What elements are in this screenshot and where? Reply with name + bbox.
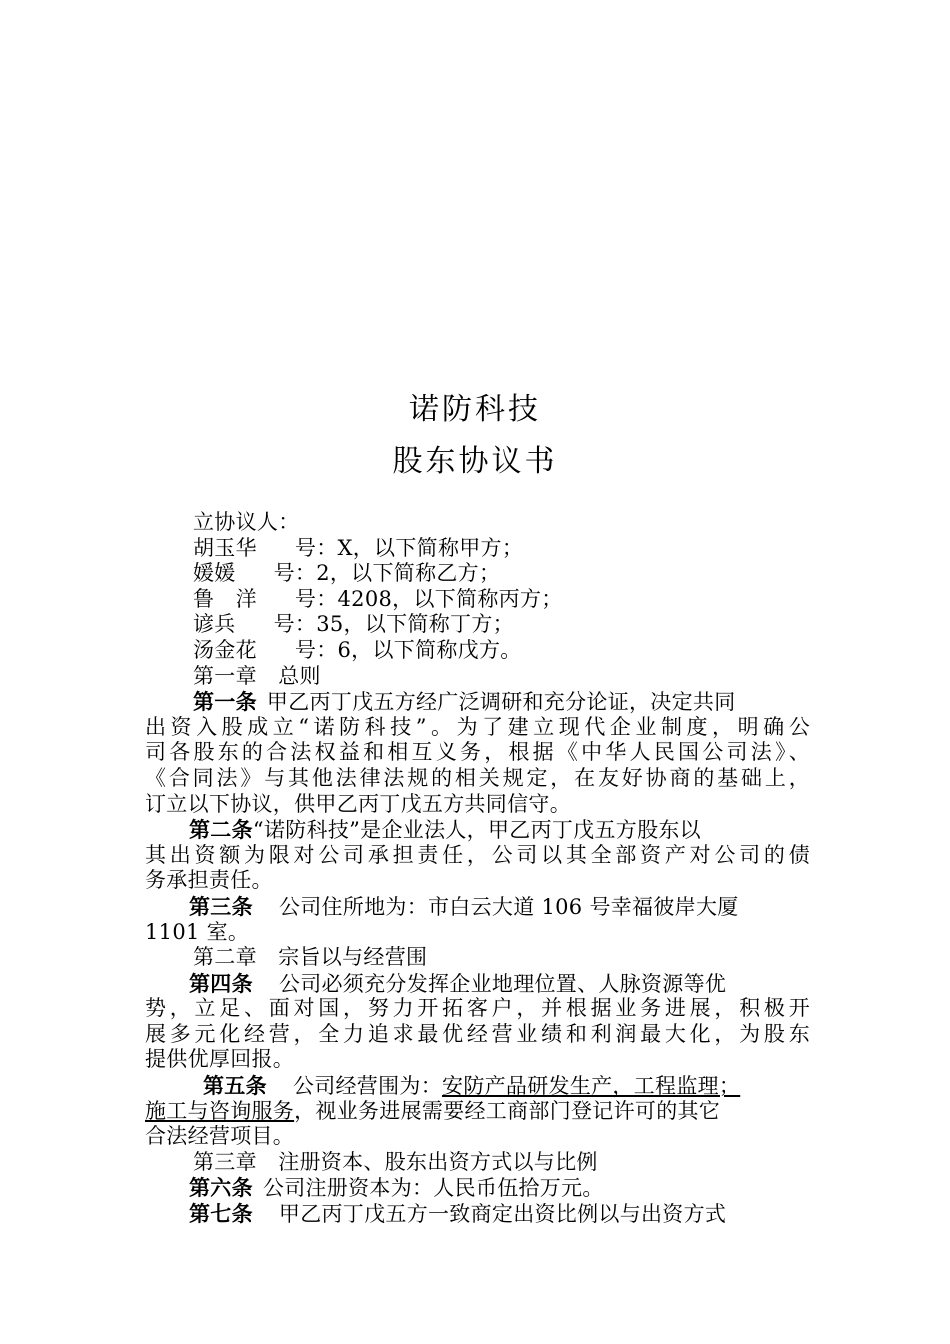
chapter-2-heading: 第二章 宗旨以与经营围 <box>193 945 428 970</box>
article-label: 第三条 <box>189 893 253 919</box>
document-body: 立协议人： 胡玉华 号：X，以下简称甲方； 媛媛 号：2，以下简称乙方； 鲁 洋 号：4208，以下简称丙方； 谚兵 号：35，以下简称丁方； 汤金花 号：6，以下简称戊方。 第一章 总则 第一条 甲乙丙丁戊五方经广泛调研和充分论证，决定共同 出资入股成立“诺防科技”。为了建立现代企业制度，明确公 司各股东的合法权益和相互义务，根据《中华人民国公司法》、 《合同法》与其他法律法规的相关规定，在友好协商的基础上， 订立以下协议，供甲乙丙丁戊五方共同信守。 第二条“诺防科技”是企业法人，甲乙丙丁戊五方股东以 其出资额为限对公司承担责任，公司以其全部资产对公司的债 务承担责任。 第三条 公司住所地为：市白云大道 106 号幸福彼岸大厦 1101 室。 第二章 宗旨以与经营围 第四条 公司必须充分发挥企业地理位置、人脉资源等优 势，立足、面对国，努力开拓客户，并根据业务进展，积极开 展多元化经营，全力追求最优经营业绩和利润最大化，为股东 提供优厚回报。 第五条 公司经营围为：安防产品研发生产，工程监理； 施工与咨询服务，视业务进展需要经工商部门登记许可的其它 合法经营项目。 第三章 注册资本、股东出资方式以与比例 第六条 公司注册资本为：人民币伍拾万元。 第七条 甲乙丙丁戊五方一致商定出资比例以与出资方式 <box>145 510 810 1227</box>
party-name: 汤金花 <box>193 637 257 662</box>
party-4 <box>145 612 810 638</box>
article-6: 第六条 公司注册资本为：人民币伍拾万元。 <box>189 1175 604 1201</box>
chapter-1-heading: 第一章 总则 <box>193 663 321 688</box>
article-2: 第二条“诺防科技”是企业法人，甲乙丙丁戊五方股东以 <box>189 817 701 843</box>
chapter-3-heading: 第三章 注册资本、股东出资方式以与比例 <box>193 1149 598 1174</box>
party-detail: 号：2，以下简称乙方； <box>273 561 501 586</box>
parties-intro: 立协议人： <box>193 510 300 534</box>
article-label: 第二条 <box>189 817 253 843</box>
article-5: 第五条 公司经营围为：安防产品研发生产，工程监理； <box>203 1073 741 1099</box>
article-3: 第三条 公司住所地为：市白云大道 106 号幸福彼岸大厦 <box>189 893 739 919</box>
party-name: 鲁 洋 <box>193 586 257 611</box>
article-label: 第六条 <box>189 1175 253 1201</box>
article-label: 第七条 <box>189 1201 253 1227</box>
document-subtitle: 股东协议书 <box>392 444 558 479</box>
article-7: 第七条 甲乙丙丁戊五方一致商定出资比例以与出资方式 <box>189 1201 727 1227</box>
party-name: 媛媛 <box>193 561 236 586</box>
article-label: 第一条 <box>193 689 257 715</box>
party-name: 谚兵 <box>193 612 236 637</box>
party-detail: 号：4208，以下简称丙方； <box>294 586 563 611</box>
party-3 <box>145 587 810 613</box>
article-label: 第五条 <box>203 1073 267 1099</box>
document-title: 诺防科技 <box>409 392 541 427</box>
party-detail: 号：35，以下简称丁方； <box>273 612 514 637</box>
article-label: 第四条 <box>189 970 253 996</box>
article-1: 第一条 甲乙丙丁戊五方经广泛调研和充分论证，决定共同 <box>193 689 736 715</box>
party-detail: 号：X，以下简称甲方； <box>294 535 524 560</box>
party-2 <box>145 561 810 587</box>
party-1 <box>145 536 810 562</box>
article-4: 第四条 公司必须充分发挥企业地理位置、人脉资源等优 <box>189 970 727 996</box>
party-name: 胡玉华 <box>193 535 257 560</box>
party-detail: 号：6，以下简称戊方。 <box>294 637 522 662</box>
party-5 <box>145 638 810 664</box>
